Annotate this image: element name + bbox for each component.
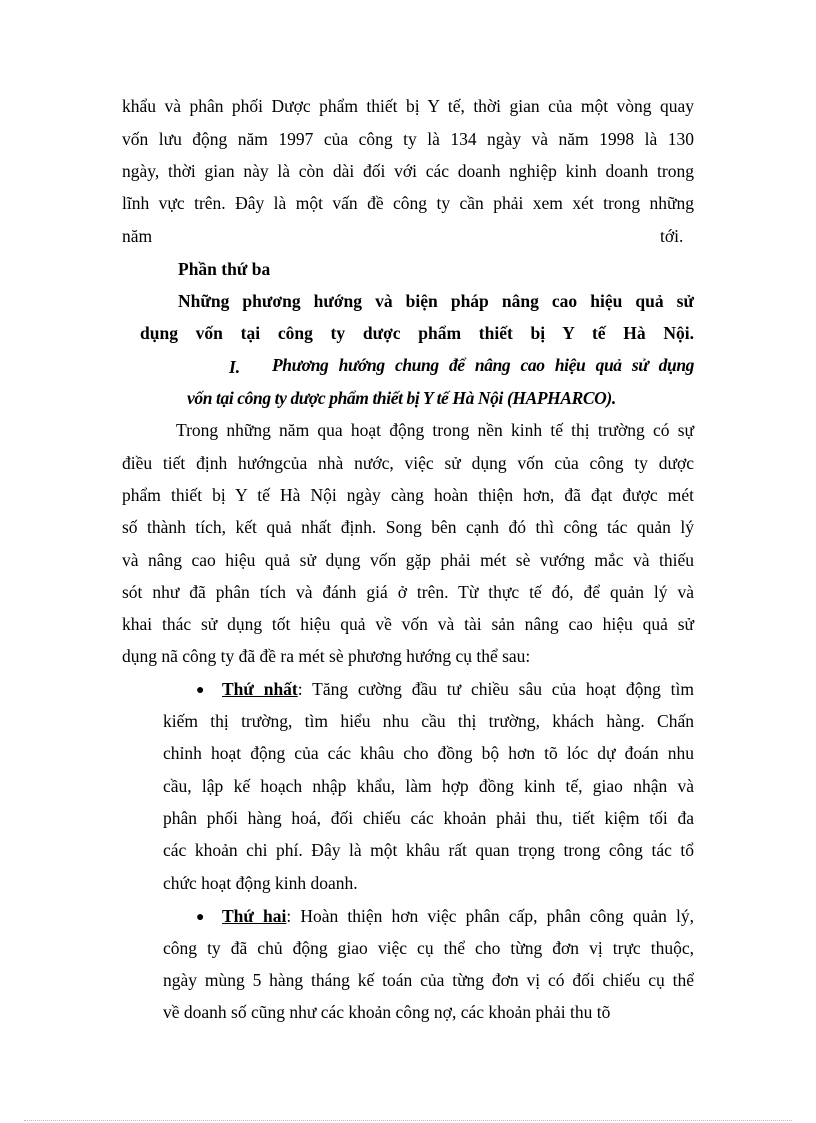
intro-line: lĩnh vực trên. Đây là một vấn đề công ty cần phải xem xét trong những bbox=[122, 193, 694, 213]
bullet-dot-icon: ● bbox=[196, 683, 205, 698]
bullet-line: cầu, lập kế hoạch nhập khẩu, làm hợp đồng kinh tế, giao nhận và bbox=[163, 776, 694, 796]
intro-line: ngày, thời gian này là còn dài đối với các doanh nghiệp kinh doanh trong bbox=[122, 161, 694, 181]
part-heading: Phần thứ ba bbox=[178, 259, 271, 279]
bullet-line: công ty đã chủ động giao việc cụ thể cho từng đơn vị trực thuộc, bbox=[163, 938, 694, 958]
body-line: Trong những năm qua hoạt động trong nền kinh tế thị trường có sự bbox=[176, 420, 694, 440]
bullet-label: Thứ nhất bbox=[222, 679, 298, 699]
bullet-line: các khoản chi phí. Đây là một khâu rất quan trọng trong công tác tổ bbox=[163, 840, 694, 860]
section-title-line: vốn tại công ty dược phẩm thiết bị Y tế Hà Nội (HAPHARCO). bbox=[187, 388, 616, 408]
bullet-line: kiếm thị trường, tìm hiểu nhu cầu thị trường, khách hàng. Chấn bbox=[163, 711, 694, 731]
bullet-dot-icon: ● bbox=[196, 910, 205, 925]
body-line: dụng nã công ty đã đề ra mét sè phương hướng cụ thể sau: bbox=[122, 646, 531, 666]
body-line: khai thác sử dụng tốt hiệu quả về vốn và tài sản nâng cao hiệu quả sử bbox=[122, 614, 694, 634]
body-line: và nâng cao hiệu quả sử dụng vốn gặp phải mét sè vướng mắc và thiếu bbox=[122, 550, 694, 570]
bullet-line: phân phối hàng hoá, đối chiếu các khoản phải thu, tiết kiệm tối đa bbox=[163, 808, 694, 828]
section-number: I. bbox=[229, 357, 241, 377]
bullet-first-text: : Hoàn thiện hơn việc phân cấp, phân công quản lý, bbox=[286, 906, 694, 926]
bullet-line: về doanh số cũng như các khoản công nợ, các khoản phải thu tõ bbox=[163, 1002, 611, 1022]
bullet-line: chỉnh hoạt động của các khâu cho đồng bộ hơn tõ lóc dự đoán nhu bbox=[163, 743, 694, 763]
intro-line: khẩu và phân phối Dược phẩm thiết bị Y tế, thời gian của một vòng quay bbox=[122, 96, 694, 116]
title-line: Những phương hướng và biện pháp nâng cao hiệu quả sử bbox=[178, 291, 694, 311]
bullet-first-line bbox=[222, 906, 694, 927]
section-title-line: Phương hướng chung để nâng cao hiệu quả sử dụng bbox=[272, 355, 694, 375]
intro-last-left: năm bbox=[122, 226, 153, 246]
body-line: số thành tích, kết quả nhất định. Song bên cạnh đó thì công tác quản lý bbox=[122, 517, 694, 537]
bullet-first-line bbox=[222, 679, 694, 700]
body-line: điều tiết định hướngcủa nhà nước, việc sử dụng vốn của công ty dược bbox=[122, 453, 694, 473]
title-line: dụng vốn tại công ty dược phẩm thiết bị Y tế Hà Nội. bbox=[140, 323, 694, 343]
bullet-label: Thứ hai bbox=[222, 906, 287, 926]
page-bottom-divider bbox=[24, 1120, 792, 1121]
intro-line: vốn lưu động năm 1997 của công ty là 134 ngày và năm 1998 là 130 bbox=[122, 129, 694, 149]
bullet-first-text: : Tăng cường đầu tư chiều sâu của hoạt động tìm bbox=[297, 679, 694, 699]
bullet-line: ngày mùng 5 hàng tháng kế toán của từng đơn vị có đối chiếu cụ thể bbox=[163, 970, 694, 990]
bullet-line: chức hoạt động kinh doanh. bbox=[163, 873, 358, 893]
intro-last-right: tới. bbox=[660, 226, 684, 246]
body-line: sót như đã phân tích và đánh giá ở trên. Từ thực tế đó, để quản lý và bbox=[122, 582, 694, 602]
body-line: phẩm thiết bị Y tế Hà Nội ngày càng hoàn thiện hơn, đã đạt được mét bbox=[122, 485, 694, 505]
